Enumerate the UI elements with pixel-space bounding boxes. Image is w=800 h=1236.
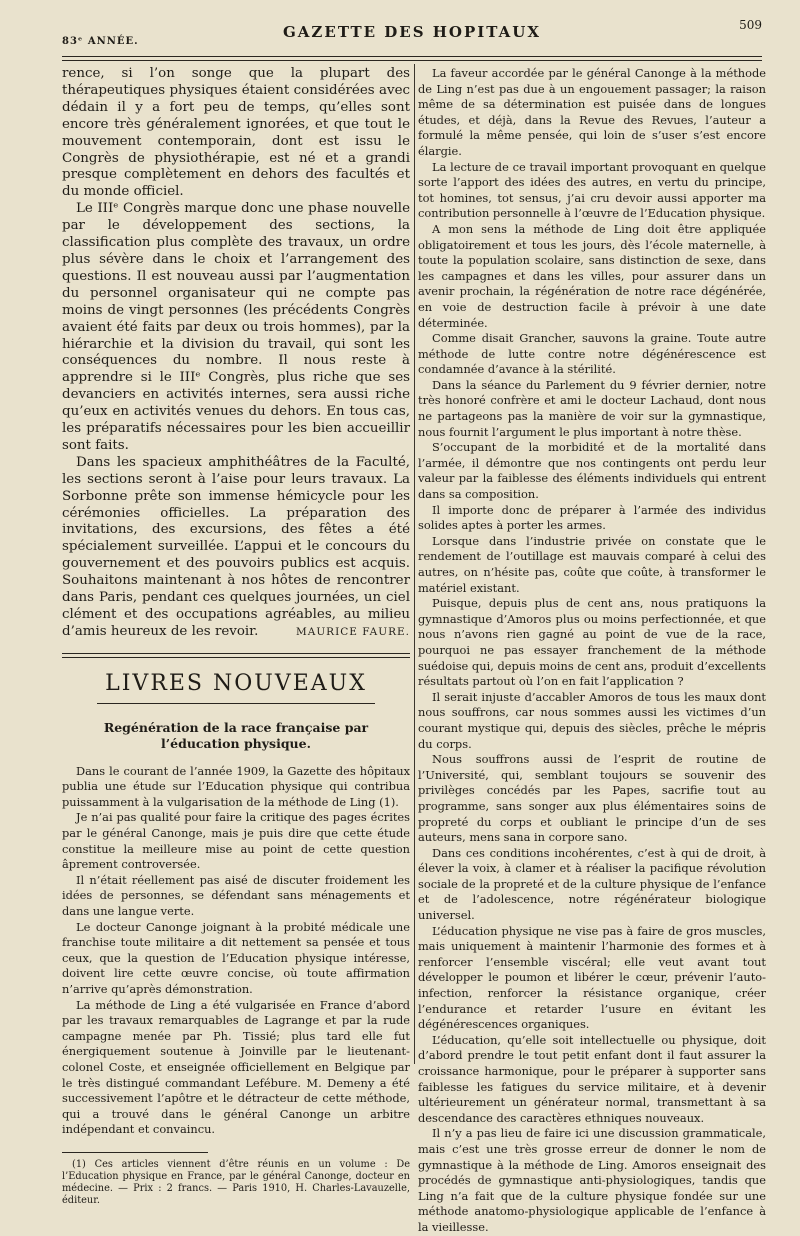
left-column xyxy=(62,66,410,1208)
paragraph: Comme disait Grancher, sauvons la graine. Toute autre méthode de lutte contre notre dégénérescence est condamnée d’avance à la stérilité. xyxy=(418,331,766,377)
paragraph: Nous souffrons aussi de l’esprit de routine de l’Université, qui, semblant toujours se souvenir des privilèges concédés par les Papes, sacrifie tout au programme, sans songer aux plus élémentaires soins de propreté du corps et oubliant le principe d’un de ses auteurs, mens sana in corpore sano. xyxy=(418,752,766,845)
paragraph: Il n’y a pas lieu de faire ici une discussion grammaticale, mais c’est une très grosse erreur de donner le nom de gymnastique à la méthode de Ling. Amoros enseignait des procédés de gymnastique anti-physiologiques, tandis que Ling n’a fait que de la culture physique fondée sur une méthode anatomo-physiologique applicable de l’enfance à la vieillesse. xyxy=(418,1126,766,1234)
paragraph: Le IIIᵉ Congrès marque donc une phase nouvelle par le développement des sections, la classification plus complète des travaux, un ordre plus sévère dans le choix et l’arrangement des questions. Il est nouveau aussi par l’augmentation du personnel organisateur qui ne compte pas moins de vingt personnes (les précédents Congrès avaient été faits par deux ou trois hommes), par la hiérarchie et la division du travail, qui sont les conséquences du nombre. Il nous reste à apprendre si le IIIᵉ Congrès, plus riche que ses devanciers en activités internes, sera aussi riche qu’eux en activités venues du dehors. En tous cas, les préparatifs nécessaires pour les bien accueillir sont faits. xyxy=(62,201,410,453)
journal-title: GAZETTE DES HOPITAUX xyxy=(282,23,541,41)
paragraph: Puisque, depuis plus de cent ans, nous pratiquons la gymnastique d’Amoros plus ou moins perfectionnée, et que nous n’avons rien gagné au point de vue de la race, pourquoi ne pas essayer franchement de la méthode suédoise qui, depuis moins de cent ans, produit d’excellents résultats partout où l’on en fait l’application ? xyxy=(418,596,766,689)
paragraph: Le docteur Canonge joignant à la probité médicale une franchise toute militaire a dit nettement sa pensée et tous ceux, que la question de l’Education physique intéresse, doivent lire cette œuvre concise, où toute affirmation n’arrive qu’après démonstration. xyxy=(62,919,410,996)
paragraph: La faveur accordée par le général Canonge à la méthode de Ling n’est pas due à un engouement passager; la raison même de sa détermination est puisée dans de longues études, et déjà, dans la Revue des Revues, l’auteur a formulé la même pensée, qui loin de s’user s’est encore élargie. xyxy=(418,66,766,158)
paragraph: Dans les spacieux amphithéâtres de la Faculté, les sections seront à l’aise pour leurs travaux. La Sorbonne prête son immense hémicycle pour les cérémonies officielles. La préparation des invitations, des excursions, des fêtes a été spécialement surveillée. L’appui et le concours du gouvernement et des pouvoirs publics est acquis. Souhaitons maintenant à nos hôtes de rencontrer dans Paris, pendant ces quelques journées, un ciel clément et des occupations agréables, au milieu d’amis heureux de les revoir. xyxy=(62,454,410,639)
paragraph: Je n’ai pas qualité pour faire la critique des pages écrites par le général Canonge, mais je puis dire que cette étude constitue la meilleure mise au point de cette question âprement controversée. xyxy=(62,810,410,872)
paragraph: Il n’était réellement pas aisé de discuter froidement les idées de personnes, se défendant sans ménagements et dans une langue verte. xyxy=(62,872,410,918)
right-column xyxy=(418,66,766,1236)
paragraph: La méthode de Ling a été vulgarisée en France d’abord par les travaux remarquables de Lagrange et par la rude campagne menée par Ph. Tissié; plus tard elle fut énergiquement soutenue à Joinville par le lieutenant-colonel Coste, et enseignée officiellement en Belgique par le très distingué commandant Lefébure. M. Demeny a été successivement l’apôtre et le détracteur de cette méthode, qui a trouvé dans le général Canonge un arbitre indépendant et convaincu. xyxy=(62,997,410,1137)
author-signature: MAURICE FAURE. xyxy=(296,625,410,638)
paragraph: Dans le courant de l’année 1909, la Gazette des hôpitaux publia une étude sur l’Education physique qui contribua puissamment à la vulgarisation de la méthode de Ling (1). xyxy=(62,763,410,809)
page-header xyxy=(62,18,762,60)
header-rule xyxy=(62,56,762,57)
footnote: (1) Ces articles viennent d’être réunis en un volume : De l’Education physique en France, par le général Canonge, docteur en médecine. — Prix : 2 francs. — Paris 1910, H. Charles-Lavauzelle, éditeur. xyxy=(62,1158,410,1207)
section-title: LIVRES NOUVEAUX xyxy=(105,670,367,696)
article-title: Regénération de la race française par l’éducation physique. xyxy=(103,719,369,751)
paragraph: rence, si l’on songe que la plupart des thérapeutiques physiques étaient considérées avec dédain il y a fort peu de temps, qu’elles sont encore très généralement ignorées, et que tout le mouvement contemporain, dont est issu le Congrès de physiothérapie, est né et a grandi presque complètement en dehors des facultés et du monde officiel. xyxy=(62,66,410,200)
paragraph: Lorsque dans l’industrie privée on constate que le rendement de l’outillage est mauvais comparé à celui des autres, on n’hésite pas, coûte que coûte, à transformer le matériel existant. xyxy=(418,533,766,595)
column-divider xyxy=(414,64,415,1064)
article-body xyxy=(62,764,410,1138)
paragraph: L’éducation, qu’elle soit intellectuelle ou physique, doit d’abord prendre le tout petit enfant dont il faut assurer la croissance harmonique, pour le préparer à supporter sans faiblesse les fatigues du service militaire, et à devenir ultérieurement un générateur normal, transmettant à sa descendance des caractères ethniques nouveaux. xyxy=(418,1032,766,1125)
paragraph: A mon sens la méthode de Ling doit être appliquée obligatoirement et tous les jours, dès l’école maternelle, à toute la population scolaire, sans distinction de sexe, dans les campagnes et dans les villes, pour assurer dans un avenir prochain, la régénération de notre race dégénérée, en voie de destruction facile à prévoir à une date déterminée. xyxy=(418,221,766,330)
header-rule-thin xyxy=(62,60,762,61)
section-divider xyxy=(62,653,410,658)
paragraph: Dans ces conditions incohérentes, c’est à qui de droit, à élever la voix, à clamer et à réaliser la pacifique révolution sociale de la propreté et de la culture physique de l’enfance et de l’adolescence, notre régénérateur biologique universel. xyxy=(418,845,766,923)
paragraph: Dans la séance du Parlement du 9 février dernier, notre très honoré confrère et ami le docteur Lachaud, dont nous ne partageons pas la manière de voir sur la gymnastique, nous fournit l’argument le plus important à notre thèse. xyxy=(418,377,766,439)
year-label: 83ᵉ ANNÉE. xyxy=(62,36,139,47)
paragraph: La lecture de ce travail important provoquant en quelque sorte l’apport des idées des autres, en vertu du principe, tot homines, tot sensus, j’ai cru devoir aussi apporter ma contribution personnelle à l’œuvre de l’Education physique. xyxy=(418,159,766,221)
footnote-rule xyxy=(62,1152,208,1153)
paragraph: Il importe donc de préparer à l’armée des individus solides aptes à porter les armes. xyxy=(418,502,766,533)
paragraph: S’occupant de la morbidité et de la mortalité dans l’armée, il démontre que nos contingents ont perdu leur valeur par la faiblesse des éléments individuels qui entrent dans sa composition. xyxy=(418,440,766,502)
title-underline xyxy=(97,703,375,704)
page-number: 509 xyxy=(739,18,762,32)
paragraph: Il serait injuste d’accabler Amoros de tous les maux dont nous souffrons, car nous sommes aussi les victimes d’un courant mystique qui, depuis des siècles, prêche le mépris du corps. xyxy=(418,689,766,751)
paragraph: L’éducation physique ne vise pas à faire de gros muscles, mais uniquement à maintenir l’harmonie des formes et à renforcer l’ensemble viscéral; elle veut avant tout développer le poumon et libérer le cœur, prévenir l’auto-infection, renforcer la résistance organique, créer l’endurance et retarder l’usure en évitant les dégénérescences organiques. xyxy=(418,923,766,1032)
